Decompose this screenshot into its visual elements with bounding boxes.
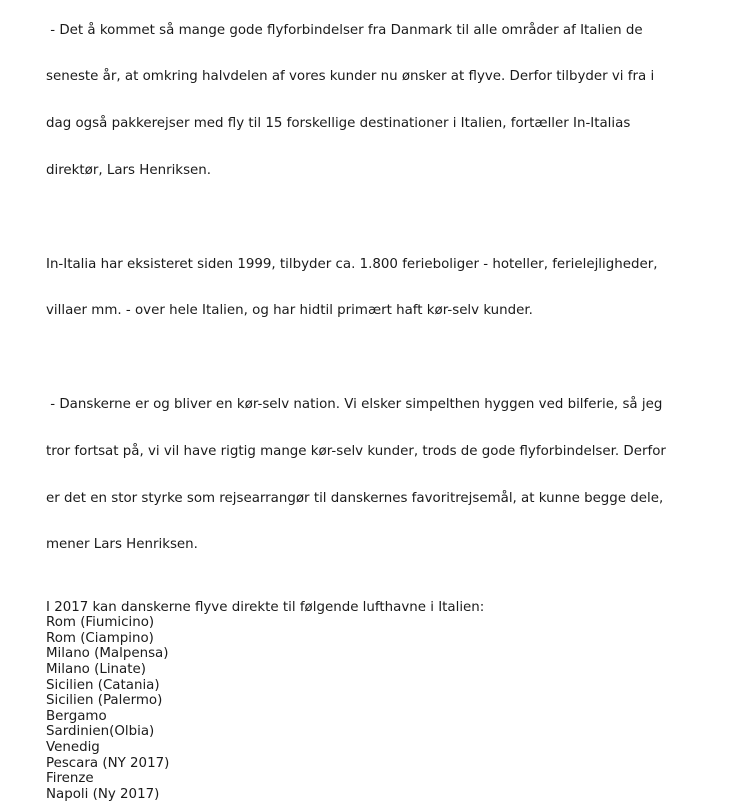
- text-line: In-Italia har eksisteret siden 1999, tilbyder ca. 1.800 ferieboliger - hoteller, ferielejligheder,: [46, 256, 658, 272]
- list-item: Rom (Fiumicino): [46, 615, 155, 631]
- list-item: Milano (Malpensa): [46, 646, 169, 662]
- list-item: Rom (Ciampino): [46, 630, 154, 646]
- list-item: Milano (Linate): [46, 662, 146, 678]
- list-item: Venedig: [46, 740, 100, 755]
- airport-section: [46, 600, 736, 802]
- airport-list: [46, 615, 736, 802]
- list-item: Pescara (NY 2017): [46, 755, 170, 771]
- paragraph-director-quote: [46, 366, 736, 584]
- list-item: Firenze: [46, 771, 94, 787]
- text-line: direktør, Lars Henriksen.: [46, 163, 212, 179]
- text-line: seneste år, at omkring halvdelen af vores kunder nu ønsker at flyve. Derfor tilbyder vi fra i: [46, 69, 655, 85]
- text-line: dag også pakkerejser med fly til 15 forskellige destinationer i Italien, fortæller In-Italias: [46, 116, 631, 132]
- list-item: Napoli (Ny 2017): [46, 786, 160, 802]
- document-body: [46, 0, 736, 802]
- paragraph-company-info: [46, 225, 736, 350]
- list-item: Sicilien (Catania): [46, 677, 160, 693]
- paragraph-intro-quote: [46, 0, 736, 210]
- text-line: mener Lars Henriksen.: [46, 537, 198, 553]
- airport-list-intro: I 2017 kan danskerne flyve direkte til følgende lufthavne i Italien:: [46, 599, 485, 615]
- text-line: villaer mm. - over hele Italien, og har hidtil primært haft kør-selv kunder.: [46, 303, 533, 319]
- text-line: - Det å kommet så mange gode flyforbindelser fra Danmark til alle områder af Italien de: [46, 22, 643, 38]
- text-line: - Danskerne er og bliver en kør-selv nation. Vi elsker simpelthen hyggen ved bilferie, så jeg: [46, 396, 663, 412]
- list-item: Bergamo: [46, 708, 107, 724]
- list-item: Sardinien(Olbia): [46, 724, 155, 740]
- text-line: tror fortsat på, vi vil have rigtig mange kør-selv kunder, trods de gode flyforbindelser. Derfor: [46, 443, 666, 459]
- list-item: Sicilien (Palermo): [46, 693, 163, 709]
- text-line: er det en stor styrke som rejsearrangør til danskernes favoritrejsemål, at kunne begge dele,: [46, 490, 664, 506]
